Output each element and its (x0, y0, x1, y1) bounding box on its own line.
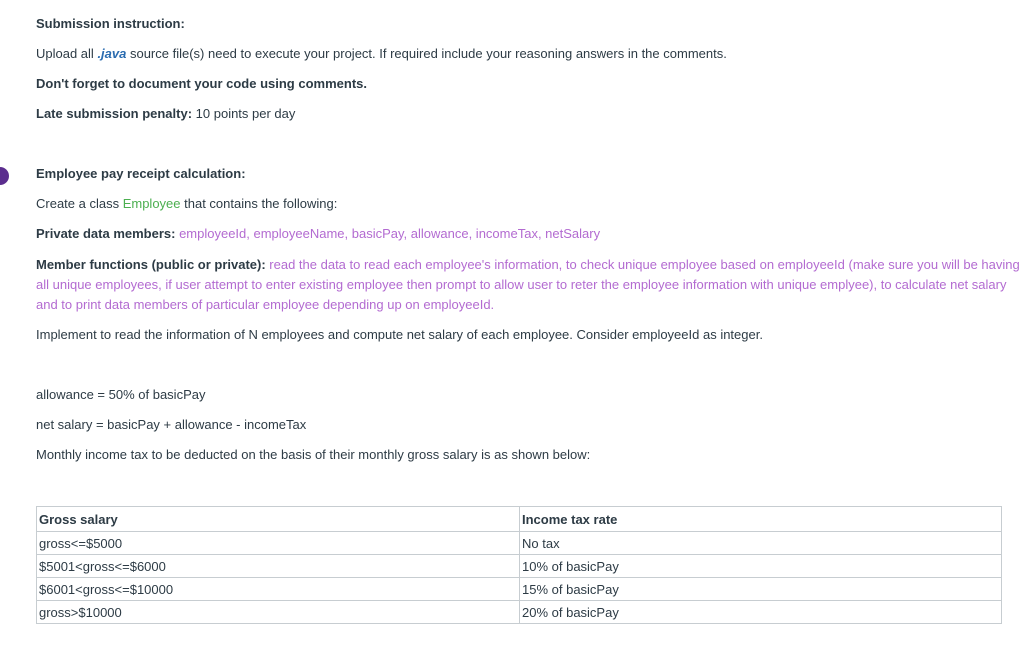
table-header-row (37, 507, 1002, 532)
header-gross-salary: Gross salary (37, 507, 520, 532)
gross-cell: gross>$10000 (37, 601, 520, 624)
table-row (37, 555, 1002, 578)
progress-marker (0, 167, 9, 185)
table-row (37, 578, 1002, 601)
member-functions: Member functions (public or private): read the data to read each employee's information, to check unique employee based on employeeId (make sure you will be having all unique employees, if user attempt to enter existing employee then prompt to allow user to reter the employee information with unique emplyee), to calculate net salary and to print data members of particular employee depending up on employeeId. (36, 257, 1020, 312)
net-salary-formula: net salary = basicPay + allowance - incomeTax (36, 417, 307, 432)
gross-cell: gross<=$5000 (37, 532, 520, 555)
rate-cell: 10% of basicPay (520, 555, 1002, 578)
task-heading: Employee pay receipt calculation: (36, 166, 246, 181)
rate-cell: 15% of basicPay (520, 578, 1002, 601)
upload-instruction: Upload all .java source file(s) need to execute your project. If required include your reasoning answers in the comments. (36, 46, 727, 61)
header-income-tax-rate: Income tax rate (520, 507, 1002, 532)
create-class-line: Create a class Employee that contains the following: (36, 196, 338, 211)
late-penalty: Late submission penalty: 10 points per day (36, 106, 296, 121)
tax-table (36, 506, 1002, 624)
table-row (37, 601, 1002, 624)
gross-cell: $5001<gross<=$6000 (37, 555, 520, 578)
document-note: Don't forget to document your code using comments. (36, 76, 367, 91)
class-name: Employee (122, 196, 181, 211)
rate-cell: 20% of basicPay (520, 601, 1002, 624)
table-row (37, 532, 1002, 555)
rate-cell: No tax (520, 532, 1002, 555)
implement-line: Implement to read the information of N employees and compute net salary of each employee. Consider employeeId as integer. (36, 327, 763, 342)
gross-cell: $6001<gross<=$10000 (37, 578, 520, 601)
private-members: Private data members: employeeId, employeeName, basicPay, allowance, incomeTax, netSalary (36, 226, 601, 241)
tax-intro: Monthly income tax to be deducted on the basis of their monthly gross salary is as shown below: (36, 447, 591, 462)
submission-heading: Submission instruction: (36, 16, 185, 31)
allowance-formula: allowance = 50% of basicPay (36, 387, 206, 402)
